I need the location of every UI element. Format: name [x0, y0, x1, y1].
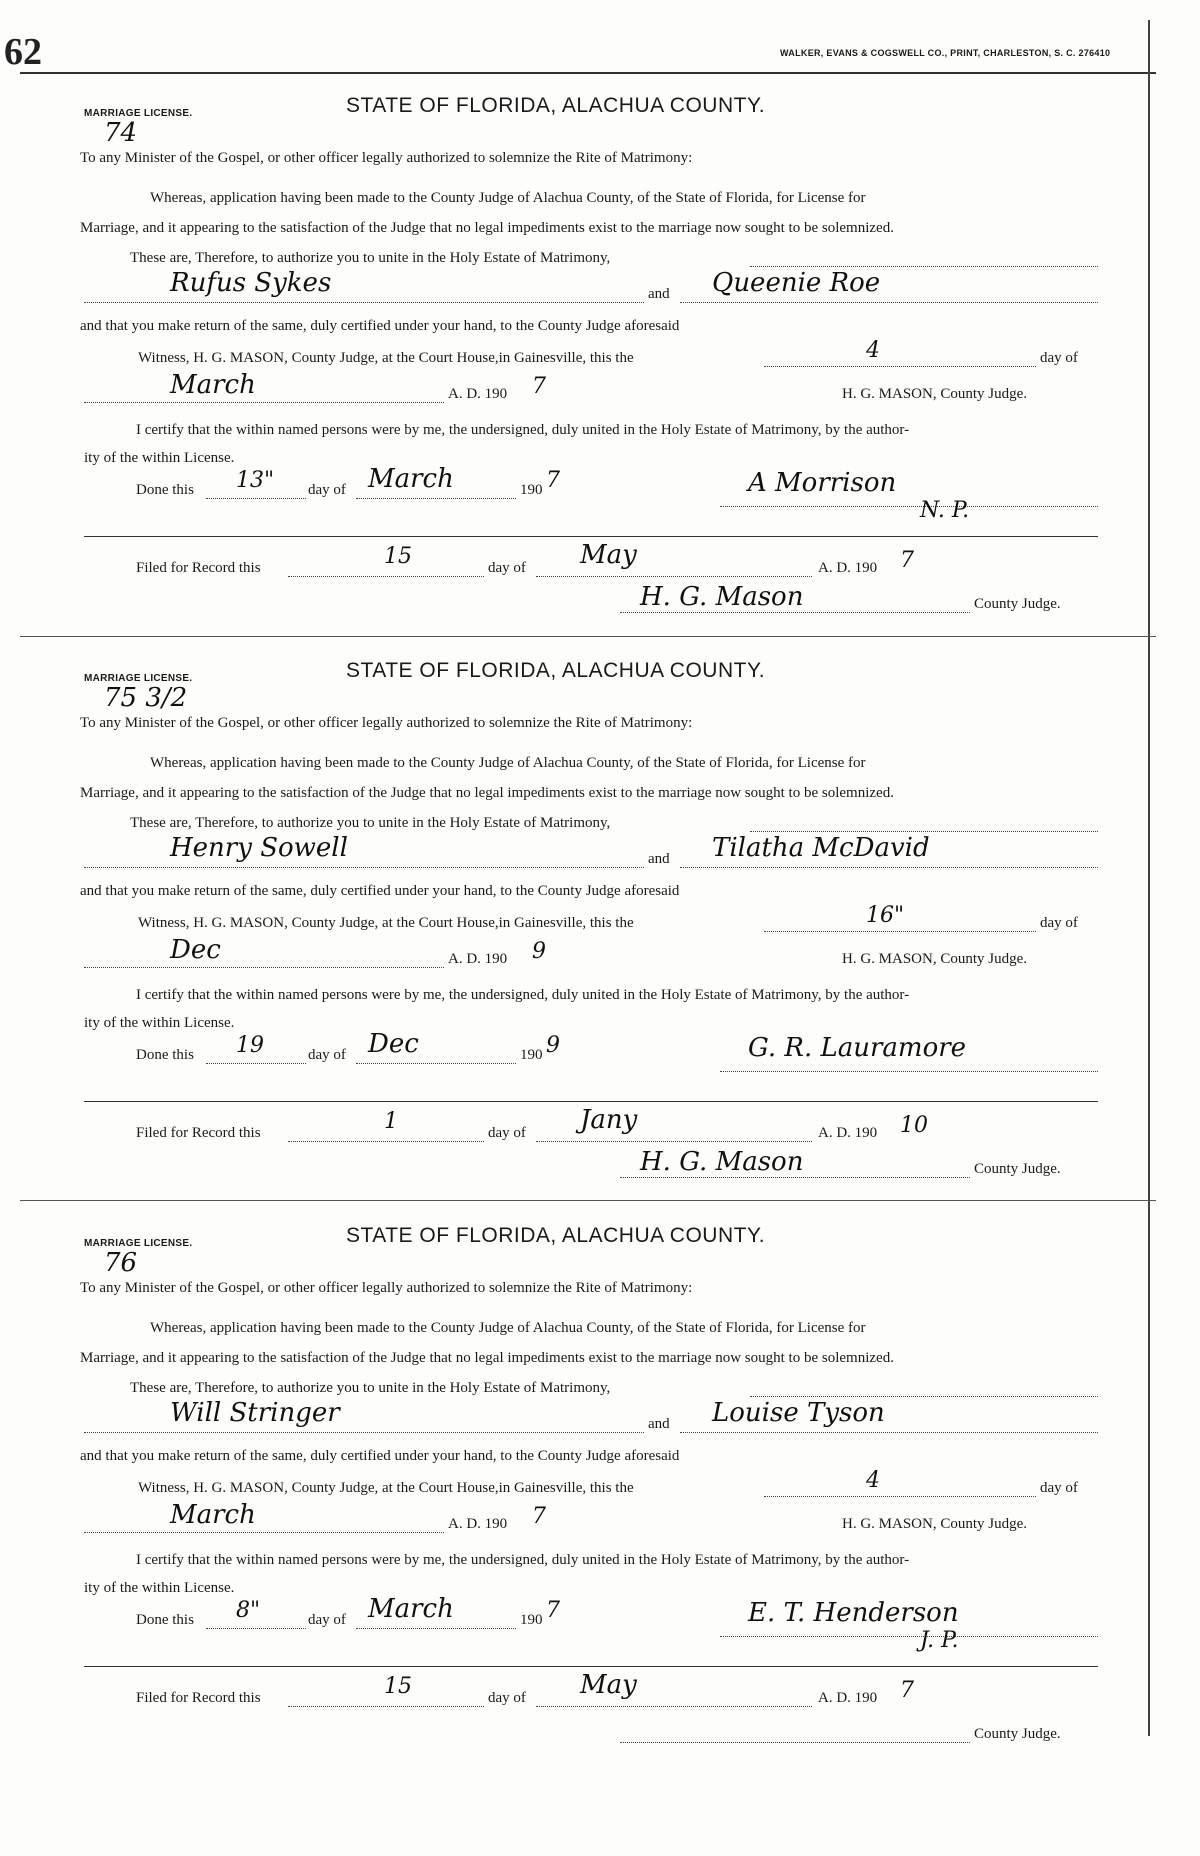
filed-ad-label: A. D. 190 [818, 1690, 878, 1706]
bride-dots [680, 1432, 1098, 1433]
officiant-dots [720, 1071, 1098, 1072]
done-month-dots [356, 1628, 516, 1629]
page-number: 62 [4, 31, 42, 73]
issue-day: 4 [866, 338, 880, 363]
license-number: 75 3/2 [104, 683, 188, 713]
filed-day-dots [288, 1706, 484, 1707]
authorize-dots [750, 1396, 1098, 1397]
done-label: Done this [136, 1047, 194, 1063]
filed-rule [84, 536, 1098, 537]
done-year: 9 [546, 1033, 560, 1058]
groom-name: Rufus Sykes [170, 268, 332, 298]
done-month: March [368, 464, 454, 494]
done-year: 7 [546, 468, 560, 493]
filed-ad-label: A. D. 190 [818, 1125, 878, 1141]
groom-dots [84, 302, 644, 303]
bride-dots [680, 867, 1098, 868]
return-line: and that you make return of the same, duly certified under your hand, to the County Judge aforesaid [80, 318, 680, 334]
return-line: and that you make return of the same, duly certified under your hand, to the County Judge aforesaid [80, 1448, 680, 1464]
issue-month-dots [84, 967, 444, 968]
filed-year: 7 [900, 1678, 914, 1703]
license-heading: STATE OF FLORIDA, ALACHUA COUNTY. [346, 659, 766, 682]
filed-label: Filed for Record this [136, 1690, 261, 1706]
done-month: Dec [368, 1029, 419, 1059]
done-month-dots [356, 498, 516, 499]
filed-day-of-label: day of [488, 1690, 526, 1706]
bride-name: Queenie Roe [712, 268, 881, 298]
license-heading: STATE OF FLORIDA, ALACHUA COUNTY. [346, 94, 766, 117]
certify-line-2: ity of the within License. [84, 1580, 235, 1596]
officiant-signature: E. T. Henderson [748, 1598, 959, 1628]
done-year: 7 [546, 1598, 560, 1623]
officiant-dots [720, 1636, 1098, 1637]
done-year-prefix: 190 [520, 482, 543, 498]
filed-year: 7 [900, 548, 914, 573]
whereas-line: Whereas, application having been made to the County Judge of Alachua County, of the State of Florida, for License for [150, 190, 866, 206]
done-month: March [368, 1594, 454, 1624]
top-rule [20, 72, 1156, 74]
license-label: MARRIAGE LICENSE. [84, 673, 193, 684]
done-day-of-label: day of [308, 482, 346, 498]
judge-dots [620, 1177, 970, 1178]
done-day: 19 [236, 1033, 264, 1058]
marriage-license-1 [0, 80, 1200, 640]
whereas-line: Whereas, application having been made to the County Judge of Alachua County, of the State of Florida, for License for [150, 1320, 866, 1336]
ad-label: A. D. 190 [448, 951, 508, 967]
authorize-dots [750, 266, 1098, 267]
authorize-line: These are, Therefore, to authorize you to unite in the Holy Estate of Matrimony, [130, 250, 611, 266]
authorize-line: These are, Therefore, to authorize you to unite in the Holy Estate of Matrimony, [130, 1380, 611, 1396]
done-label: Done this [136, 1612, 194, 1628]
county-judge-label: County Judge. [974, 1161, 1061, 1177]
witness-dots [764, 931, 1036, 932]
witness-line: Witness, H. G. MASON, County Judge, at the Court House,in Gainesville, this the [138, 350, 634, 366]
bride-name: Louise Tyson [712, 1398, 885, 1428]
filed-label: Filed for Record this [136, 560, 261, 576]
issue-year: 7 [532, 374, 546, 399]
day-of-label: day of [1040, 915, 1078, 931]
filed-day-of-label: day of [488, 1125, 526, 1141]
officiant-title: J. P. [920, 1628, 959, 1653]
address-line: To any Minister of the Gospel, or other officer legally authorized to solemnize the Rite of Matrimony: [80, 150, 693, 166]
filed-month: May [580, 540, 637, 570]
filed-month: Jany [580, 1105, 638, 1135]
and-label: and [648, 286, 670, 302]
done-label: Done this [136, 482, 194, 498]
address-line: To any Minister of the Gospel, or other officer legally authorized to solemnize the Rite of Matrimony: [80, 1280, 693, 1296]
certify-line-2: ity of the within License. [84, 1015, 235, 1031]
groom-dots [84, 867, 644, 868]
judge-signature: H. G. Mason [640, 582, 804, 612]
groom-dots [84, 1432, 644, 1433]
filed-day: 1 [384, 1109, 398, 1134]
certify-line-2: ity of the within License. [84, 450, 235, 466]
return-line: and that you make return of the same, duly certified under your hand, to the County Judge aforesaid [80, 883, 680, 899]
witness-dots [764, 366, 1036, 367]
witness-line: Witness, H. G. MASON, County Judge, at the Court House,in Gainesville, this the [138, 915, 634, 931]
done-day-dots [206, 498, 306, 499]
issue-month: Dec [170, 935, 221, 965]
done-day: 13" [236, 468, 275, 493]
judge-signature: H. G. Mason [640, 1147, 804, 1177]
filed-day-dots [288, 576, 484, 577]
authorize-line: These are, Therefore, to authorize you to unite in the Holy Estate of Matrimony, [130, 815, 611, 831]
marriage-line: Marriage, and it appearing to the satisfaction of the Judge that no legal impediments exist to the marriage now sought to be solemnized. [80, 1350, 894, 1366]
filed-ad-label: A. D. 190 [818, 560, 878, 576]
bride-name: Tilatha McDavid [712, 833, 930, 863]
filed-day: 15 [384, 1674, 412, 1699]
county-judge-label: County Judge. [974, 1726, 1061, 1742]
judge-dots [620, 1742, 970, 1743]
marriage-license-2 [0, 645, 1200, 1205]
filed-day: 15 [384, 544, 412, 569]
filed-year: 10 [900, 1113, 928, 1138]
done-day-of-label: day of [308, 1612, 346, 1628]
marriage-line: Marriage, and it appearing to the satisfaction of the Judge that no legal impediments exist to the marriage now sought to be solemnized. [80, 785, 894, 801]
done-year-prefix: 190 [520, 1612, 543, 1628]
authorize-dots [750, 831, 1098, 832]
certify-line: I certify that the within named persons were by me, the undersigned, duly united in the Holy Estate of Matrimony, by the author- [136, 987, 910, 1003]
issue-day: 4 [866, 1468, 880, 1493]
license-number: 76 [104, 1248, 138, 1278]
license-label: MARRIAGE LICENSE. [84, 108, 193, 119]
license-label: MARRIAGE LICENSE. [84, 1238, 193, 1249]
marriage-license-3 [0, 1210, 1200, 1770]
issue-year: 9 [532, 939, 546, 964]
ad-label: A. D. 190 [448, 386, 508, 402]
judge-printed: H. G. MASON, County Judge. [842, 386, 1028, 402]
county-judge-label: County Judge. [974, 596, 1061, 612]
filed-month-dots [536, 576, 812, 577]
certify-line: I certify that the within named persons were by me, the undersigned, duly united in the Holy Estate of Matrimony, by the author- [136, 1552, 910, 1568]
filed-label: Filed for Record this [136, 1125, 261, 1141]
done-month-dots [356, 1063, 516, 1064]
and-label: and [648, 851, 670, 867]
printer-imprint: WALKER, EVANS & COGSWELL CO., PRINT, CHARLESTON, S. C. 276410 [780, 48, 1111, 58]
license-number: 74 [104, 118, 138, 148]
certify-line: I certify that the within named persons were by me, the undersigned, duly united in the Holy Estate of Matrimony, by the author- [136, 422, 910, 438]
license-heading: STATE OF FLORIDA, ALACHUA COUNTY. [346, 1224, 766, 1247]
day-of-label: day of [1040, 350, 1078, 366]
filed-month: May [580, 1670, 637, 1700]
done-day: 8" [236, 1598, 261, 1623]
done-day-of-label: day of [308, 1047, 346, 1063]
issue-day: 16" [866, 903, 905, 928]
issue-year: 7 [532, 1504, 546, 1529]
filed-month-dots [536, 1706, 812, 1707]
judge-printed: H. G. MASON, County Judge. [842, 1516, 1028, 1532]
officiant-signature: A Morrison [748, 468, 897, 498]
marriage-line: Marriage, and it appearing to the satisfaction of the Judge that no legal impediments exist to the marriage now sought to be solemnized. [80, 220, 894, 236]
and-label: and [648, 1416, 670, 1432]
issue-month: March [170, 1500, 256, 1530]
ad-label: A. D. 190 [448, 1516, 508, 1532]
filed-month-dots [536, 1141, 812, 1142]
done-year-prefix: 190 [520, 1047, 543, 1063]
address-line: To any Minister of the Gospel, or other officer legally authorized to solemnize the Rite of Matrimony: [80, 715, 693, 731]
officiant-signature: G. R. Lauramore [748, 1033, 967, 1063]
witness-line: Witness, H. G. MASON, County Judge, at the Court House,in Gainesville, this the [138, 1480, 634, 1496]
witness-dots [764, 1496, 1036, 1497]
officiant-title: N. P. [920, 498, 970, 523]
bride-dots [680, 302, 1098, 303]
issue-month-dots [84, 402, 444, 403]
whereas-line: Whereas, application having been made to the County Judge of Alachua County, of the State of Florida, for License for [150, 755, 866, 771]
issue-month-dots [84, 1532, 444, 1533]
judge-dots [620, 612, 970, 613]
done-day-dots [206, 1063, 306, 1064]
filed-rule [84, 1666, 1098, 1667]
judge-printed: H. G. MASON, County Judge. [842, 951, 1028, 967]
filed-day-of-label: day of [488, 560, 526, 576]
filed-rule [84, 1101, 1098, 1102]
done-day-dots [206, 1628, 306, 1629]
officiant-dots [720, 506, 1098, 507]
groom-name: Will Stringer [170, 1398, 340, 1428]
day-of-label: day of [1040, 1480, 1078, 1496]
issue-month: March [170, 370, 256, 400]
filed-day-dots [288, 1141, 484, 1142]
groom-name: Henry Sowell [170, 833, 348, 863]
